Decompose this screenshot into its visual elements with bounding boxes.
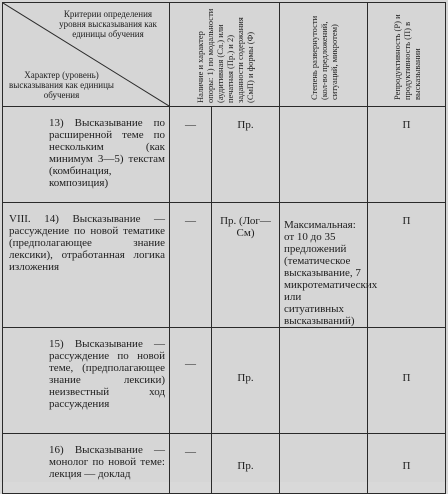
extent-header-cell bbox=[280, 3, 368, 107]
row-support: Пр. bbox=[212, 434, 280, 494]
diagonal-header-cell bbox=[3, 3, 170, 107]
row-text: 13) Высказывание по расширенной теме по нескольким (как минимум 3—5) текстам (комбинация, композиция) bbox=[49, 117, 165, 189]
row-description bbox=[3, 107, 170, 203]
row-support: Пр. bbox=[212, 328, 280, 434]
row-dash: — bbox=[170, 328, 212, 434]
support-header: Наличие и характер опоры: 1) по модальности (аудитивная (Сл.) или печатная (Пр.) и 2) заданности содержания (СмП) и формы (Ф) bbox=[194, 8, 255, 103]
table-row bbox=[3, 107, 446, 203]
row-support: Пр. bbox=[212, 107, 280, 203]
row-support: Пр. (Лог—См) bbox=[212, 203, 280, 328]
table-row bbox=[3, 434, 446, 494]
table-row bbox=[3, 328, 446, 434]
table-row bbox=[3, 203, 446, 328]
criteria-table bbox=[2, 2, 446, 494]
repro-header-cell bbox=[368, 3, 446, 107]
row-dash: — bbox=[170, 434, 212, 494]
row-dash: — bbox=[170, 203, 212, 328]
row-description bbox=[3, 328, 170, 434]
repro-header: Репродуктивность (Р) и продуктивность (П) в высказывании bbox=[391, 13, 422, 100]
row-repro: П bbox=[368, 434, 446, 494]
row-text: 14) Высказывание — рассуждение по новой тематике (предполагающее знание лексики), отработанная логика изложения bbox=[9, 213, 166, 273]
character-label: Характер (уровень) высказывания как единицы обучения bbox=[9, 70, 114, 100]
row-description bbox=[3, 203, 170, 328]
extent-header: Степень развернутости (кол-во предложений, ситуаций, микротем) bbox=[308, 15, 339, 100]
criteria-label: Критерии определения уровня высказывания как единицы обучения bbox=[59, 9, 157, 39]
section-number: VIII. bbox=[9, 213, 45, 225]
row-extent bbox=[280, 107, 368, 203]
row-text: 15) Высказывание — рассуждение по новой теме, (предполагающее знание лексики) неизвестный ход рассуждения bbox=[49, 338, 165, 410]
row-extent bbox=[280, 328, 368, 434]
row-description bbox=[3, 434, 170, 494]
row-repro: П bbox=[368, 203, 446, 328]
header-row bbox=[3, 3, 446, 107]
row-repro: П bbox=[368, 107, 446, 203]
support-header-cell bbox=[170, 3, 280, 107]
row-dash: — bbox=[170, 107, 212, 203]
row-repro: П bbox=[368, 328, 446, 434]
row-text: 16) Высказывание — монолог по новой теме: лекция — доклад bbox=[49, 444, 165, 480]
row-extent: Максимальная: от 10 до 35 предложений (тематическое высказывание, 7 микротематических или ситуативных высказываний) bbox=[280, 203, 368, 328]
row-extent bbox=[280, 434, 368, 494]
